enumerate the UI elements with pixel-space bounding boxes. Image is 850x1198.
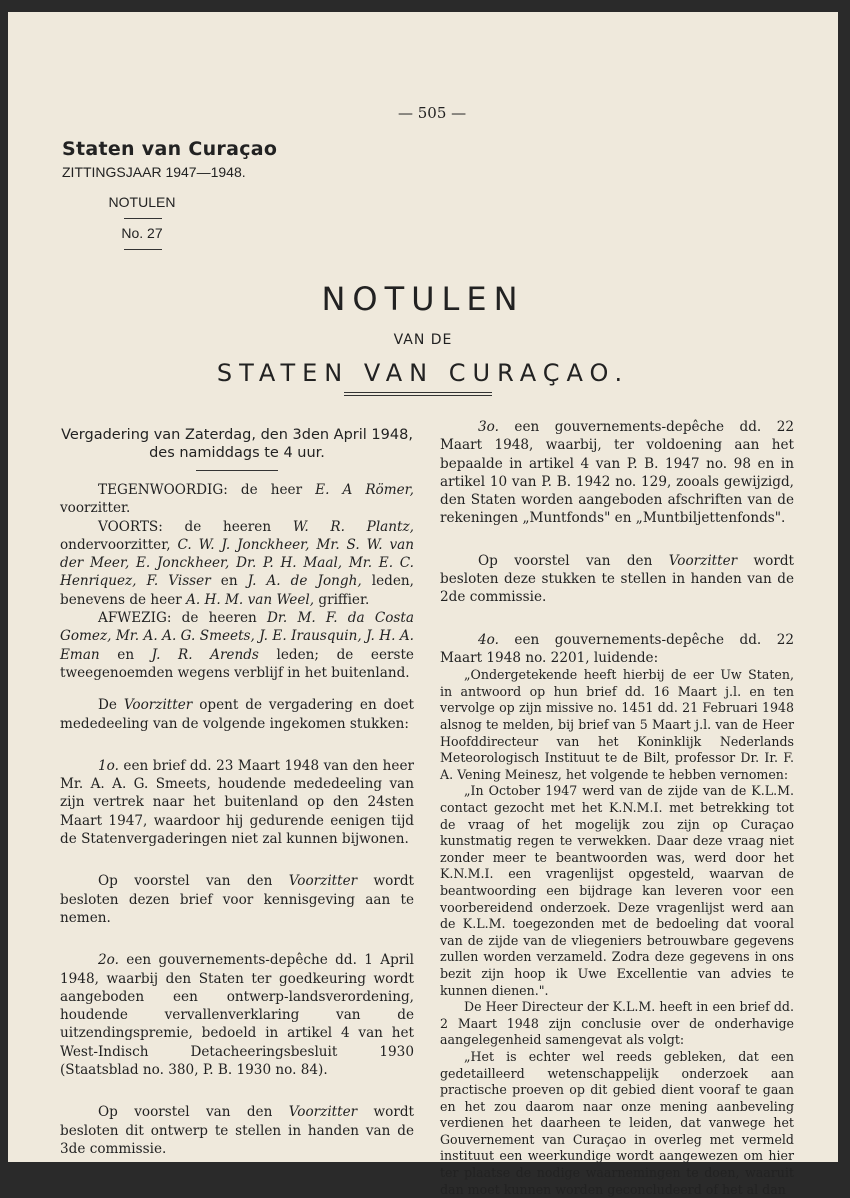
section-label: NOTULEN (108, 194, 176, 210)
meeting-heading: Vergadering van Zaterdag, den 3den April 1948, des namiddags te 4 uur. (61, 427, 413, 461)
paragraph: De Voorzitter opent de vergadering en doet mededeeling van de volgende ingekomen stukken: (60, 697, 414, 732)
attendance-also: VOORTS: de heeren W. R. Plantz, ondervoorzitter, C. W. J. Jonckheer, Mr. S. W. van der Meer, E. Jonckheer, Dr. P. H. Maal, Mr. E. C. Henriquez, F. Visser en J. A. de Jongh, leden, benevens de heer A. H. M. van Weel, griffier. (60, 518, 414, 608)
divider (344, 392, 492, 393)
left-column (60, 418, 414, 1158)
main-title: NOTULEN (321, 280, 525, 318)
decision-1: Op voorstel van den Voorzitter wordt besloten dezen brief voor kennisgeving aan te nemen. (60, 873, 414, 926)
right-column (440, 418, 794, 1198)
letter-quote-2: „In October 1947 werd van de zijde van de K.L.M. contact gezocht met het K.N.M.I. met betrekking tot de vraag of het mogelijk zou zijn op Curaçao kunstmatig regen te verwekken. Daar deze vraag niet zonder meer te beantwoorden was, werd door het K.N.M.I. een vragenlijst opgesteld, waarvan de beantwoording een bijdrage kan leveren voor een voorbereidend onderzoek. Deze vragenlijst werd aan de K.L.M. toegezonden met de bedoeling dat vooral van de zijde van de vliegeniers betrouwbare gegevens zullen worden verzameld. Zodra deze gegevens in ons bezit zijn hoop ik Uwe Excellentie van advies te kunnen dienen.". (440, 783, 794, 998)
item-4: 4o. een gouvernements-depêche dd. 22 Maart 1948 no. 2201, luidende: (440, 631, 794, 666)
attendance-present: TEGENWOORDIG: de heer E. A Römer, voorzitter. (60, 482, 414, 517)
assembly-title: STATEN VAN CURAÇAO. (216, 359, 630, 387)
page-number: — 505 — (398, 104, 467, 122)
letter-quote-1: „Ondergetekende heeft hierbij de eer Uw Staten, in antwoord op hun brief dd. 16 Maart j.l. en ten vervolge op zijn missive no. 1451 dd. 21 Februari 1948 alsnog te melden, bij brief van 5 Maart j.l. van de Heer Hoofddirecteur van het Koninklijk Nederlands Meteorologisch Instituut te de Bilt, professor Dr. Ir. F. A. Vening Meinesz, het volgende te hebben vernomen: (440, 667, 794, 782)
item-2: 2o. een gouvernements-depêche dd. 1 April 1948, waarbij den Staten ter goedkeuring wordt aangeboden een ontwerp-landsverordening, houdende vervallenverklaring van de uitzendingspremie, bedoeld in artikel 4 van het West-Indisch Detacheeringsbesluit 1930 (Staatsblad no. 380, P. B. 1930 no. 84). (60, 952, 414, 1079)
document-page (8, 12, 838, 1197)
issue-number: No. 27 (121, 225, 163, 241)
divider (124, 249, 162, 250)
decision-2: Op voorstel van den Voorzitter wordt besloten dit ontwerp te stellen in handen van de 3de commissie. (60, 1104, 414, 1157)
publication-header (62, 138, 302, 250)
item-1: 1o. een brief dd. 23 Maart 1948 van den heer Mr. A. A. G. Smeets, houdende mededeeling van zijn vertrek naar het buitenland op den 24sten Maart 1947, waardoor hij gedurende eenigen tijd de Statenvergaderingen niet zal kunnen bijwonen. (60, 757, 414, 848)
letter-quote-3: De Heer Directeur der K.L.M. heeft in een brief dd. 2 Maart 1948 zijn conclusie over de onderhavige aangelegenheid samengevat als volgt: (440, 999, 794, 1048)
letter-quote-4: „Het is echter wel reeds gebleken, dat een gedetailleerd wetenschappelijk onderzoek aan practische proeven op dit gebied dient vooraf te gaan en het zou daarom naar onze mening aanbeveling verdienen het daarheen te leiden, dat vanwege het Gouvernement van Curaçao in overleg met vermeld instituut een weerkundige wordt aangewezen om hier ter plaatse de nodige waarnemingen te doen, waaruit dan moet kunnen worden geconcludeerd of het al dan (440, 1048, 794, 1197)
divider (344, 395, 492, 396)
session-year: ZITTINGSJAAR 1947—1948. (62, 164, 246, 180)
title-connector: VAN DE (393, 332, 453, 348)
divider (124, 218, 162, 219)
attendance-absent: AFWEZIG: de heeren Dr. M. F. da Costa Gomez, Mr. A. A. G. Smeets, J. E. Irausquin, J. H. A. Eman en J. R. Arends leden; de eerste tweegenoemden wegens verblijf in het buitenland. (60, 610, 414, 681)
decision-3: Op voorstel van den Voorzitter wordt besloten deze stukken te stellen in handen van de 2de commissie. (440, 552, 794, 606)
publication-title: Staten van Curaçao (62, 138, 278, 160)
item-3: 3o. een gouvernements-depêche dd. 22 Maart 1948, waarbij, ter voldoening aan het bepaalde in artikel 4 van P. B. 1947 no. 98 en in artikel 10 van P. B. 1942 no. 129, zooals gewijzigd, den Staten worden aangeboden afschriften van de rekeningen „Muntfonds" en „Muntbiljettenfonds". (440, 419, 794, 527)
divider (196, 470, 278, 471)
